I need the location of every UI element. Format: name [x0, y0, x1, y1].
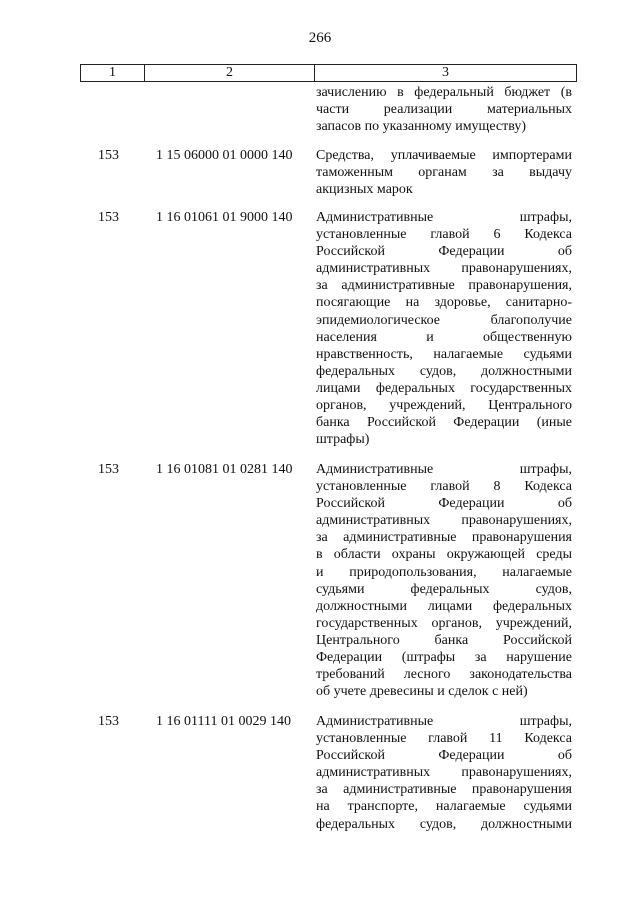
description-line: таможенным органам за выдачу — [316, 165, 572, 181]
description-line: Центрального банка Российской — [316, 632, 572, 648]
revenue-code-cell: 1 16 01111 01 0029 140 — [156, 714, 291, 729]
admin-code-cell: 153 — [98, 462, 119, 477]
description-line: за административные правонарушения — [316, 530, 572, 546]
description-line: зачислению в федеральный бюджет (в — [316, 85, 572, 100]
description-line: Административные штрафы, — [316, 210, 572, 225]
page-number: 266 — [308, 30, 332, 46]
description-line: банка Российской Федерации (иные — [316, 415, 572, 431]
column-header-3: 3 — [315, 65, 577, 82]
description-cell — [316, 147, 572, 198]
description-line: эпидемиологическое благополучие — [316, 312, 572, 328]
admin-code-cell: 153 — [98, 148, 119, 163]
description-line: Средства, уплачиваемые импортерами — [316, 148, 572, 163]
description-line: об учете древесины и сделок с ней) — [316, 684, 528, 700]
description-line: требований лесного законодательства — [316, 667, 572, 683]
description-line: административных правонарушениях, — [316, 513, 572, 529]
description-line: административных правонарушениях, — [316, 765, 572, 781]
column-header-1: 1 — [81, 65, 145, 82]
description-line: штрафы) — [316, 432, 370, 448]
description-line: установленные главой 11 Кодекса — [316, 731, 572, 747]
column-header-row — [81, 65, 577, 82]
column-header-table — [80, 64, 577, 82]
description-line: за административные правонарушения — [316, 782, 572, 798]
description-cell — [316, 84, 572, 135]
description-line: запасов по указанному имуществу) — [316, 119, 527, 135]
description-line: Административные штрафы, — [316, 462, 572, 477]
description-line: федеральных судов, должностными — [316, 363, 572, 379]
description-line: административных правонарушениях, — [316, 261, 572, 277]
description-line: посягающие на здоровье, санитарно- — [316, 295, 572, 311]
description-line: в области охраны окружающей среды — [316, 547, 572, 563]
column-header-2: 2 — [145, 65, 315, 82]
description-line: Административные штрафы, — [316, 714, 572, 729]
description-cell — [316, 209, 572, 448]
description-line: должностными лицами федеральных — [316, 598, 572, 614]
admin-code-cell: 153 — [98, 714, 119, 729]
revenue-code-cell: 1 16 01081 01 0281 140 — [156, 462, 293, 477]
description-line: части реализации материальных — [316, 102, 572, 118]
description-line: и природопользования, налагаемые — [316, 564, 572, 580]
admin-code-cell: 153 — [98, 210, 119, 225]
description-cell — [316, 461, 572, 700]
description-line: государственных органов, учреждений, — [316, 615, 572, 631]
description-line: лицами федеральных государственных — [316, 380, 572, 396]
description-line: федеральных судов, должностными — [316, 816, 572, 832]
description-line: населения и общественную — [316, 329, 572, 345]
description-line: нравственность, налагаемые судьями — [316, 346, 572, 362]
description-line: за административные правонарушения, — [316, 278, 572, 294]
description-line: акцизных марок — [316, 182, 413, 198]
description-line: установленные главой 6 Кодекса — [316, 227, 572, 243]
description-line: на транспорте, налагаемые судьями — [316, 799, 572, 815]
description-line: органов, учреждений, Центрального — [316, 398, 572, 414]
description-cell — [316, 713, 572, 833]
revenue-code-cell: 1 16 01061 01 9000 140 — [156, 210, 293, 225]
description-line: судьями федеральных судов, — [316, 581, 572, 597]
revenue-code-cell: 1 15 06000 01 0000 140 — [156, 148, 293, 163]
description-line: установленные главой 8 Кодекса — [316, 479, 572, 495]
description-line: Российской Федерации об — [316, 496, 572, 512]
description-line: Российской Федерации об — [316, 244, 572, 260]
description-line: Российской Федерации об — [316, 748, 572, 764]
description-line: Федерации (штрафы за нарушение — [316, 650, 572, 666]
